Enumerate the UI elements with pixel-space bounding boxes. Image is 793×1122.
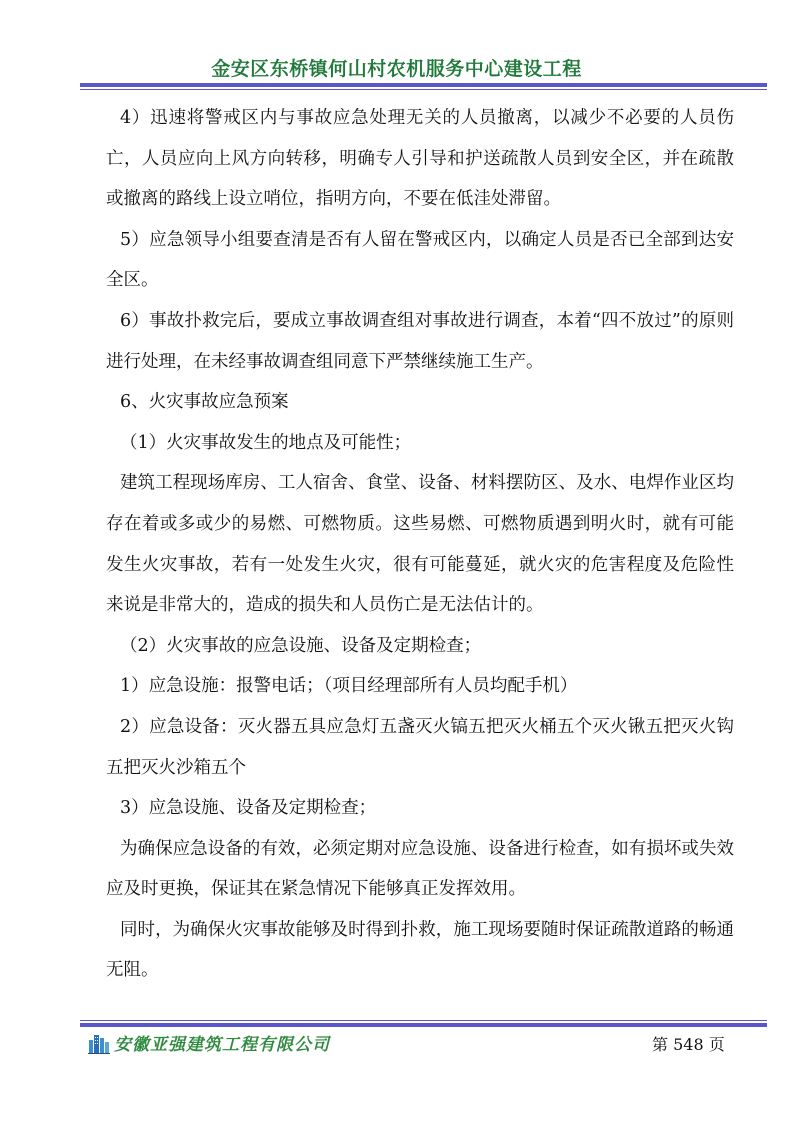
paragraph-emergency-facilities: 1）应急设施：报警电话；（项目经理部所有人员均配手机） [120,676,578,697]
header-rule-thick [80,83,767,87]
paragraph-evacuation-routes: 同时，为确保火灾事故能够及时得到扑救，施工现场要随时保证疏散道路的畅通无阻。 [106,919,734,981]
document-body [106,98,734,991]
paragraph-inspection-detail: 为确保应急设备的有效，必须定期对应急设施、设备进行检查，如有损坏或失效应及时更换，保证其在紧急情况下能够真正发挥效用。 [106,838,734,900]
paragraph-evacuation: 4）迅速将警戒区内与事故应急处理无关的人员撤离，以减少不必要的人员伤亡，人员应向上风方向转移，明确专人引导和护送疏散人员到安全区，并在疏散或撤离的路线上设立哨位，指明方向，不要在低洼处滞留。 [106,108,734,210]
footer-company-name: 安徽亚强建筑工程有限公司 [114,1035,330,1055]
subheading-fire-equipment: （2）火灾事故的应急设施、设备及定期检查； [120,635,482,656]
page-number: 第 548 页 [652,1035,725,1054]
paragraph-fire-risk: 建筑工程现场库房、工人宿舍、食堂、设备、材料摆防区、及水、电焊作业区均存在着或多或少的易燃、可燃物质。这些易燃、可燃物质遇到明火时，就有可能发生火灾事故，若有一处发生火灾，很有可能蔓延，就火灾的危害程度及危险性来说是非常大的，造成的损失和人员伤亡是无法估计的。 [106,473,734,616]
paragraph-investigation: 6）事故扑救完后，要成立事故调查组对事故进行调查，本着“四不放过”的原则进行处理，在未经事故调查组同意下严禁继续施工生产。 [106,310,734,372]
page-header-title: 金安区东桥镇何山村农机服务中心建设工程 [211,58,582,80]
footer-rule-thin [80,1020,767,1021]
paragraph-emergency-equipment: 2）应急设备：灭火器五具应急灯五盏灭火镐五把灭火桶五个灭火锹五把灭火钩五把灭火沙箱五个 [106,716,734,778]
paragraph-periodic-inspection: 3）应急设施、设备及定期检查； [120,798,377,819]
header-rule-thin [80,89,767,90]
footer-company-block [88,1030,330,1055]
footer-rule-thick [80,1023,767,1027]
building-logo-icon [88,1032,110,1054]
paragraph-headcount: 5）应急领导小组要查清是否有人留在警戒区内，以确定人员是否已全部到达安全区。 [106,229,734,291]
subheading-fire-location: （1）火灾事故发生的地点及可能性； [120,432,412,453]
section-heading-fire-plan: 6、火灾事故应急预案 [120,392,289,413]
